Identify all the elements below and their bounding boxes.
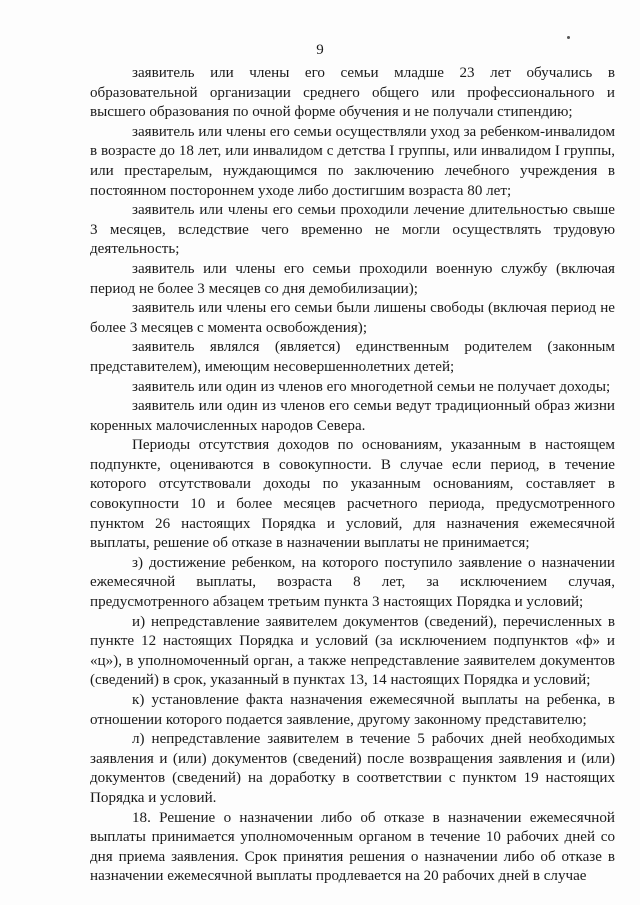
paragraph: Периоды отсутствия доходов по основаниям, указанным в настоящем подпункте, оцениваются в совокупности. В случае если период, в течение которого отсутствовали доходы по указанным основаниям, составляет в совокупности 10 и более месяцев расчетного периода, предусмотренного пунктом 26 настоящих Порядка и условий, для назначения ежемесячной выплаты, решение об отказе в назначении выплаты не принимается; (90, 437, 615, 552)
paragraph: и) непредставление заявителем документов (сведений), перечисленных в пункте 12 настоящих Порядка и условий (за исключением подпунктов «ф» и «ц»), в уполномоченный орган, а также непредставление заявителем документов (сведений) в срок, указанный в пунктах 13, 14 настоящих Порядка и условий; (90, 613, 615, 689)
paragraph: заявитель или члены его семьи осуществляли уход за ребенком-инвалидом в возрасте до 18 лет, или инвалидом с детства I группы, или инвалидом I группы, или престарелым, нуждающимся по заключению лечебного учреждения в постоянном постороннем уходе либо достигшим возраста 80 лет; (90, 123, 615, 199)
paragraph: л) непредставление заявителем в течение 5 рабочих дней необходимых заявления и (или) документов (сведений) после возвращения заявления и (или) документов (сведений) на доработку в соответствии с пунктом 19 настоящих Порядка и условий. (90, 731, 615, 806)
paragraph: 18. Решение о назначении либо об отказе в назначении ежемесячной выплаты принимается уполномоченным органом в течение 10 рабочих дней со дня приема заявления. Срок принятия решения о назначении либо об отказе в назначении ежемесячной выплаты продлевается на 20 рабочих дней в случае (90, 809, 615, 885)
body-text (90, 64, 615, 887)
paragraph: заявитель или члены его семьи были лишены свободы (включая период не более 3 месяцев с момента освобождения); (90, 300, 615, 336)
paragraph: заявитель или один из членов его многодетной семьи не получает доходы; (132, 378, 611, 395)
paragraph: заявитель или члены его семьи проходили военную службу (включая период не более 3 месяцев со дня демобилизации); (90, 260, 615, 297)
page-number: 9 (316, 42, 324, 58)
paragraph: заявитель являлся (является) единственным родителем (законным представителем), имеющим несовершеннолетних детей; (90, 339, 615, 375)
paragraph: заявитель или один из членов его семьи ведут традиционный образ жизни коренных малочисленных народов Севера. (90, 398, 615, 434)
paragraph: заявитель или члены его семьи проходили лечение длительностью свыше 3 месяцев, вследствие чего временно не могли осуществлять трудовую деятельность; (90, 202, 615, 258)
paragraph: з) достижение ребенком, на которого поступило заявление о назначении ежемесячной выплаты, возраста 8 лет, за исключением случая, предусмотренного абзацем третьим пункта 3 настоящих Порядка и условий; (90, 554, 615, 611)
paragraph: к) установление факта назначения ежемесячной выплаты на ребенка, в отношении которого подается заявление, другому законному представителю; (90, 692, 615, 728)
scan-mark (567, 36, 570, 39)
paragraph: заявитель или члены его семьи младше 23 лет обучались в образовательной организации среднего общего или профессионального и высшего образования по очной форме обучения и не получали стипендию; (90, 65, 615, 121)
